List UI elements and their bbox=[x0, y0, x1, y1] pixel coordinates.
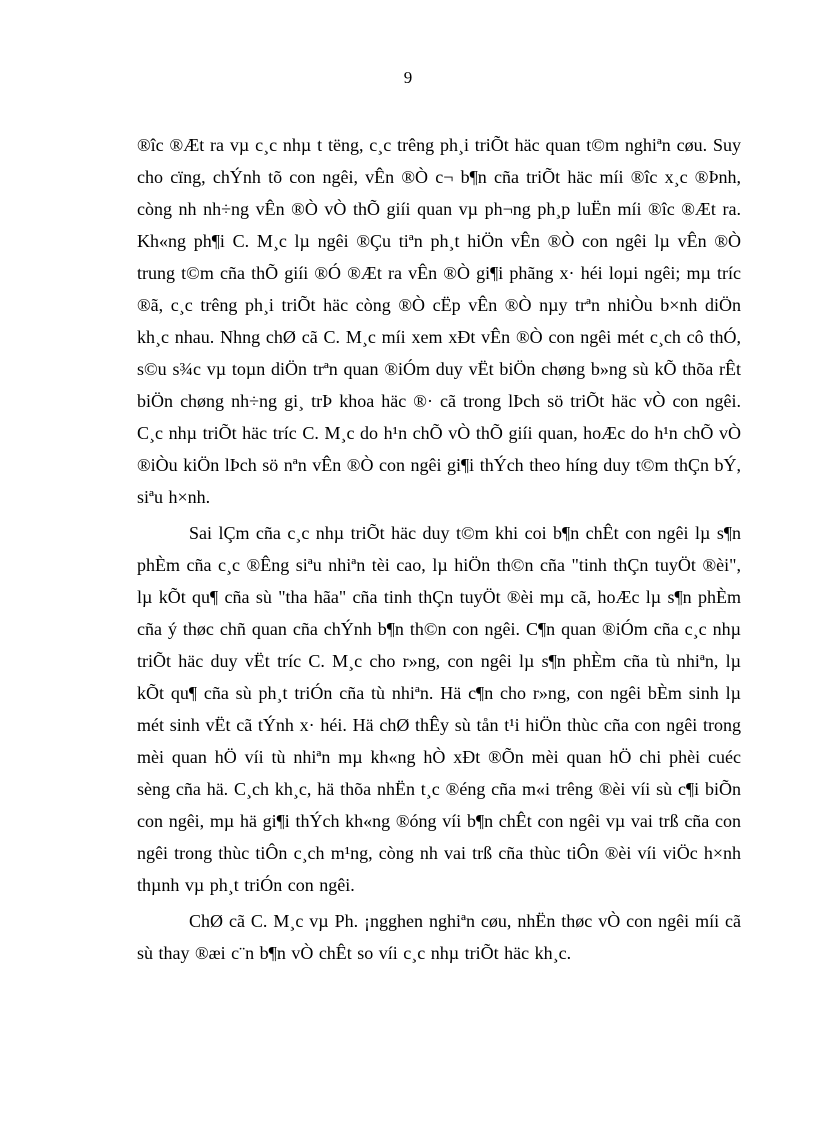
body-text bbox=[137, 129, 741, 969]
paragraph-2: Sai lÇm cña c¸c nhµ triÕt häc duy t©m khi coi b¶n chÊt con ngêi lµ s¶n phÈm cña c¸c ®Êng siªu nhiªn tèi cao, lµ hiÖn th©n cña "tinh thÇn tuyÖt ®èi", lµ kÕt qu¶ cña sù "tha hãa" cña tinh thÇn tuyÖt ®èi mµ cã, hoÆc lµ s¶n phÈm cña ý thøc chñ quan cña chÝnh b¶n th©n con ngêi. C¶n quan ®iÓm cña c¸c nhµ triÕt häc duy vËt tríc C. M¸c cho r»ng, con ngêi lµ s¶n phÈm cña tù nhiªn, lµ kÕt qu¶ cña sù ph¸t triÓn cña tù nhiªn. Hä c¶n cho r»ng, con ngêi bÈm sinh lµ mét sinh vËt cã tÝnh x· héi. Hä chØ thÊy sù tån t¹i hiÖn thùc cña con ngêi trong mèi quan hÖ víi tù nhiªn mµ kh«ng hÒ xÐt ®Õn mèi quan hÖ chi phèi cuéc sèng cña hä. C¸ch kh¸c, hä thõa nhËn t¸c ®éng cña m«i trêng ®èi víi sù c¶i biÕn con ngêi, mµ hä gi¶i thÝch kh«ng ®óng víi b¶n chÊt con ngêi vµ vai trß cña con ngêi trong thùc tiÔn c¸ch m¹ng, còng nh vai trß cña thùc tiÔn ®èi víi viÖc h×nh thµnh vµ ph¸t triÓn con ngêi. bbox=[137, 523, 741, 895]
page-number: 9 bbox=[403, 68, 413, 87]
paragraph-3: ChØ cã C. M¸c vµ Ph. ¡ngghen nghiªn cøu, nhËn thøc vÒ con ngêi míi cã sù thay ®æi c¨n b¶n vÒ chÊt so víi c¸c nhµ triÕt häc kh¸c. bbox=[137, 911, 741, 963]
paragraph-1: ®îc ®Æt ra vµ c¸c nhµ t tëng, c¸c trêng ph¸i triÕt häc quan t©m nghiªn cøu. Suy cho cïng, chÝnh tõ con ngêi, vÊn ®Ò c¬ b¶n cña triÕt häc míi ®îc x¸c ®Þnh, còng nh nh÷ng vÊn ®Ò vÒ thÕ giíi quan vµ ph¬ng ph¸p luËn míi ®îc ®Æt ra. Kh«ng ph¶i C. M¸c lµ ngêi ®Çu tiªn ph¸t hiÖn vÊn ®Ò con ngêi lµ vÊn ®Ò trung t©m cña thÕ giíi ®Ó ®Æt ra vÊn ®Ò gi¶i phãng x· héi loµi ngêi; mµ tríc ®ã, c¸c trêng ph¸i triÕt häc còng ®Ò cËp vÊn ®Ò nµy trªn nhiÒu b×nh diÖn kh¸c nhau. Nhng chØ cã C. M¸c míi xem xÐt vÊn ®Ò con ngêi mét c¸ch cô thÓ, s©u s¾c vµ toµn diÖn trªn quan ®iÓm duy vËt biÖn chøng b»ng sù kÕ thõa rÊt biÖn chøng nh÷ng gi¸ trÞ khoa häc ®· cã trong lÞch sö triÕt häc vÒ con ngêi. C¸c nhµ triÕt häc tríc C. M¸c do h¹n chÕ vÒ thÕ giíi quan, hoÆc do h¹n chÕ vÒ ®iÒu kiÖn lÞch sö nªn vÊn ®Ò con ngêi gi¶i thÝch theo híng duy t©m thÇn bÝ, siªu h×nh. bbox=[137, 135, 741, 507]
